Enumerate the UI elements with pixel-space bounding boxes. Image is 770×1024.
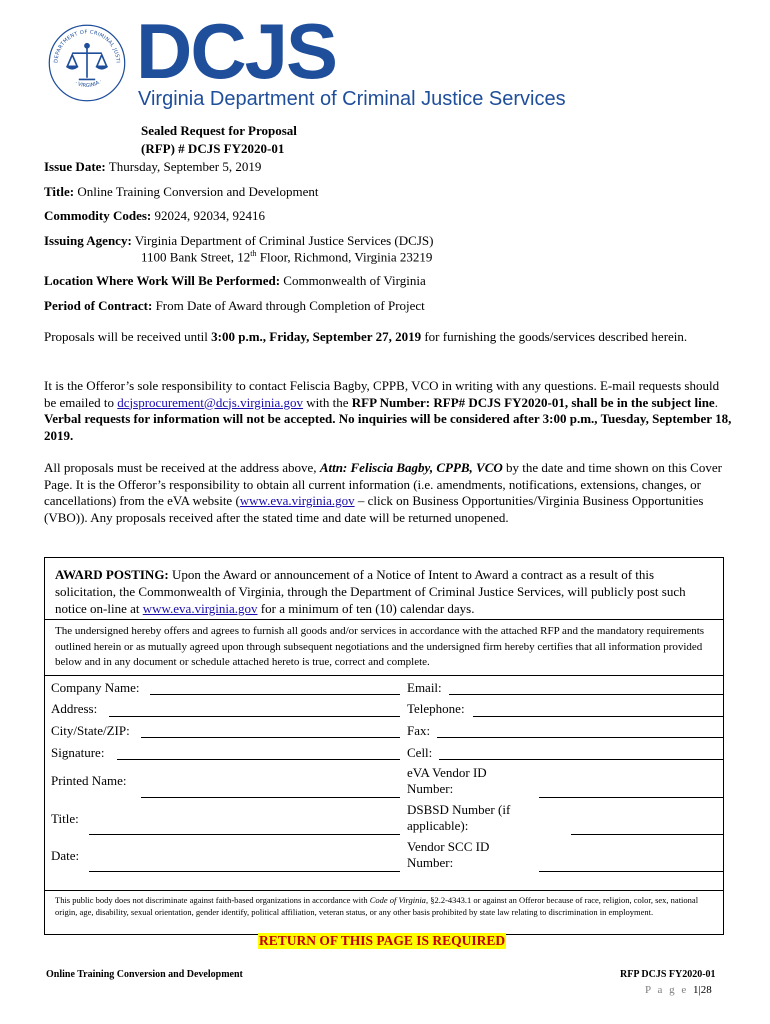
footer-title: Online Training Conversion and Development — [46, 969, 243, 980]
rfp-heading-line1: Sealed Request for Proposal — [141, 123, 297, 138]
signature-label: Signature: — [51, 745, 105, 760]
location-row — [44, 273, 426, 289]
vendor-form-box — [44, 557, 724, 935]
issue-date-label: Issue Date: — [44, 159, 106, 174]
company-name-field[interactable] — [150, 694, 400, 695]
location-value: Commonwealth of Virginia — [283, 273, 426, 288]
dsbsd-label-line2: applicable): — [407, 818, 469, 833]
agency-address-part: 1100 Bank Street, 12 — [141, 249, 251, 265]
page-word: P a g e — [645, 984, 689, 996]
award-posting-label: AWARD POSTING: — [55, 567, 169, 582]
city-state-zip-field[interactable] — [141, 737, 400, 738]
divider — [45, 619, 723, 620]
submission-paragraph — [44, 460, 734, 526]
fax-label: Fax: — [407, 723, 431, 738]
award-posting-end: for a minimum of ten (10) calendar days. — [257, 601, 475, 616]
return-page-notice: RETURN OF THIS PAGE IS REQUIRED — [259, 933, 506, 948]
divider — [45, 890, 723, 891]
p2-text: It is the Offeror’s sole responsibility to contact Feliscia Bagby, CPPB, VCO in writing with any questions. E-mail requests should be emailed to — [44, 378, 720, 410]
period-value: From Date of Award through Completion of Project — [155, 298, 425, 313]
email-field[interactable] — [449, 694, 723, 695]
dsbsd-label-line1: DSBSD Number (if — [407, 802, 511, 817]
disc-text-end: , §2.2-4343.1 or against an Offeror because of race, religion, color, sex, national origin, age, disability, sexual orientation, gender identify, political affiliation, veteran status, or any other basis prohibited by state law relating to discrimination in employment. — [55, 895, 699, 917]
p3-text: All proposals must be received at the address above, — [44, 460, 320, 475]
p2-verbal-requests: Verbal requests for information will not be accepted. No inquiries will be considered after 3:00 p.m., Tuesday, September 18, 2019. — [44, 411, 732, 443]
disc-code-of-virginia: Code of Virginia — [369, 895, 426, 905]
title-label-field: Title: — [51, 811, 79, 826]
date-field[interactable] — [89, 871, 400, 872]
fax-field[interactable] — [437, 737, 723, 738]
eva-vendor-id-label-line2: Number: — [407, 781, 454, 796]
telephone-label: Telephone: — [407, 701, 465, 716]
p2-text-mid: with the — [303, 394, 352, 410]
dcjs-logo-text: DCJS — [136, 7, 337, 95]
award-eva-link[interactable]: www.eva.virginia.gov — [142, 601, 258, 616]
divider — [45, 675, 723, 676]
eva-vendor-id-label-line1: eVA Vendor ID — [407, 765, 487, 780]
company-name-label: Company Name: — [51, 680, 140, 695]
p3-text-mid: by the date and time shown on this Cover Page. It is the Offeror’s responsibility to obtain all current information (i.e. amendments, notifications, extensions, changes, or cancellations) from the eVA website ( — [44, 460, 722, 508]
address-field[interactable] — [109, 716, 400, 717]
location-label: Location Where Work Will Be Performed: — [44, 273, 281, 288]
vendor-scc-id-field[interactable] — [539, 871, 723, 872]
contact-paragraph — [44, 378, 734, 444]
address-label: Address: — [51, 701, 98, 716]
eva-vendor-id-label — [407, 765, 487, 797]
proposal-deadline-paragraph — [44, 329, 734, 346]
rfp-heading-line2: (RFP) # DCJS FY2020-01 — [141, 141, 285, 156]
non-discrimination-notice — [55, 894, 715, 918]
agency-row — [44, 233, 433, 249]
p2-subject-line: RFP Number: RFP# DCJS FY2020-01, shall be in the subject line — [351, 394, 715, 410]
p1-deadline: 3:00 p.m., Friday, September 27, 2019 — [211, 329, 422, 344]
svg-text:DEPARTMENT OF CRIMINAL JUSTICE — [46, 22, 121, 63]
scc-label-line2: Number: — [407, 855, 454, 870]
eva-vendor-id-field[interactable] — [539, 797, 723, 798]
seal-text-bottom: · VIRGINIA · — [73, 78, 104, 90]
cell-field[interactable] — [439, 759, 723, 760]
cell-label: Cell: — [407, 745, 433, 760]
title-value: Online Training Conversion and Development — [77, 184, 319, 199]
issue-date-value: Thursday, September 5, 2019 — [108, 159, 262, 174]
seal-text-top: DEPARTMENT OF CRIMINAL JUSTI — [53, 29, 121, 64]
commodity-label: Commodity Codes: — [44, 208, 152, 223]
city-state-zip-label: City/State/ZIP: — [51, 723, 130, 738]
page-separator: | — [698, 984, 701, 996]
agency-address-sup: th — [250, 249, 257, 258]
p1-text: Proposals will be received until — [44, 329, 212, 344]
dcjs-seal-logo — [46, 22, 128, 104]
date-label: Date: — [51, 848, 80, 863]
p2-period: . — [714, 394, 718, 410]
organization-name: Virginia Department of Criminal Justice Services — [138, 88, 566, 110]
email-label: Email: — [407, 680, 442, 695]
agency-address-part2: Floor, Richmond, Virginia 23219 — [256, 249, 433, 265]
title-field[interactable] — [89, 834, 400, 835]
undersigned-statement: The undersigned hereby offers and agrees to furnish all goods and/or services in accordance with the attached RFP and the mandatory requirements outlined herein or as mutually agreed upon through subsequent negotiations and the undersigned firm hereby certifies that all information provided below and in any document or schedule attached hereto is true, correct and complete. — [55, 625, 705, 668]
period-label: Period of Contract: — [44, 298, 153, 313]
page-total: 28 — [700, 984, 712, 996]
dsbsd-number-field[interactable] — [571, 834, 723, 835]
dsbsd-number-label — [407, 802, 510, 834]
agency-address — [141, 249, 432, 265]
procurement-email-link[interactable]: dcjsprocurement@dcjs.virginia.gov — [117, 394, 304, 410]
p1-text-end: for furnishing the goods/services described herein. — [421, 329, 688, 344]
printed-name-field[interactable] — [141, 797, 400, 798]
title-label: Title: — [44, 184, 75, 199]
title-row — [44, 184, 319, 200]
p3-attn: Attn: Feliscia Bagby, CPPB, VCO — [319, 460, 503, 475]
eva-website-link[interactable]: www.eva.virginia.gov — [239, 493, 355, 508]
award-posting-body: Upon the Award or announcement of a Notice of Intent to Award a contract as a result of this solicitation, the Commonwealth of Virginia, through the Department of Criminal Justice Services, will publicly post such notice on-line at — [55, 567, 686, 616]
agency-value: Virginia Department of Criminal Justice Services (DCJS) — [134, 233, 434, 248]
telephone-field[interactable] — [473, 716, 723, 717]
vendor-scc-id-label — [407, 839, 489, 871]
printed-name-label: Printed Name: — [51, 773, 127, 788]
commodity-row — [44, 208, 265, 224]
period-row — [44, 298, 425, 314]
p3-text-end: – click on Business Opportunities/Virginia Business Opportunities (VBO)). Any proposals received after the stated time and date will be returned unopened. — [44, 493, 704, 525]
scales-of-justice-icon — [67, 44, 108, 80]
award-posting-text — [55, 566, 715, 617]
disc-text: This public body does not discriminate against faith-based organizations in accordance with — [55, 895, 370, 905]
commodity-value: 92024, 92034, 92416 — [154, 208, 265, 223]
page-current: 1 — [692, 984, 699, 996]
agency-label: Issuing Agency: — [44, 233, 132, 248]
signature-field[interactable] — [117, 759, 400, 760]
issue-date-row — [44, 159, 261, 175]
footer-page-number — [645, 984, 712, 996]
scc-label-line1: Vendor SCC ID — [407, 839, 490, 854]
footer-rfp-number: RFP DCJS FY2020-01 — [620, 969, 716, 980]
